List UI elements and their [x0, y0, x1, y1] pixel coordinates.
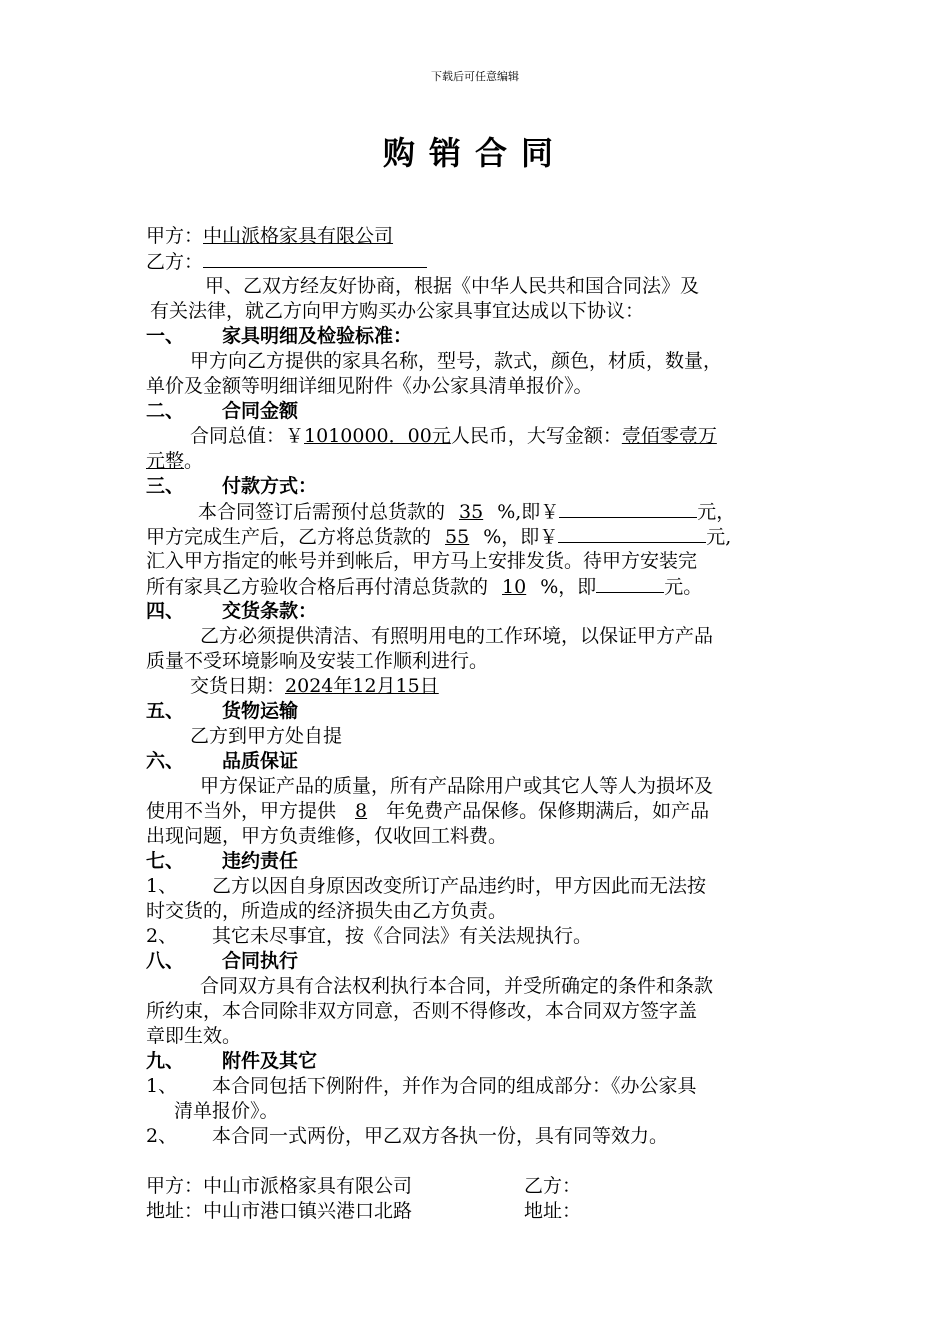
contract-total-line: [190, 424, 717, 448]
second-payment-amount-blank: [558, 524, 706, 543]
second-payment-percent: 55: [445, 526, 470, 548]
section-7-title: 违约责任: [222, 850, 299, 872]
second-payment-label: 甲方完成生产后，乙方将总货款的: [146, 526, 432, 548]
final-payment-separator: %，即: [540, 576, 597, 598]
section-4-para-2: 质量不受环境影响及安装工作顺利进行。: [146, 650, 489, 672]
section-5-number: 五、: [146, 700, 185, 722]
delivery-date-label: 交货日期：: [190, 675, 286, 697]
amount-words-period: 。: [184, 450, 204, 472]
section-8-para-1: 合同双方具有合法权利执行本合同，并受所确定的条件和条款: [200, 975, 714, 997]
section-7-item-1-continued: 时交货的，所造成的经济损失由乙方负责。: [146, 900, 508, 922]
party-b-blank: [203, 249, 427, 268]
section-6-para-3: 出现问题，甲方负责维修，仅收回工料费。: [146, 825, 508, 847]
final-payment-line: [146, 574, 702, 599]
prepayment-unit: 元，: [697, 501, 736, 523]
final-payment-amount-blank: [596, 574, 664, 593]
amount-words-value: 壹佰零壹万: [621, 425, 717, 447]
section-8-number: 八、: [146, 950, 185, 972]
party-b-label: 乙方：: [146, 251, 204, 273]
section-7-item-2-number: 2、: [146, 925, 178, 947]
section-8-para-2: 所约束，本合同除非双方同意，否则不得修改，本合同双方签字盖: [146, 1000, 698, 1022]
section-3-title: 付款方式：: [222, 475, 318, 497]
section-8-title: 合同执行: [222, 950, 299, 972]
section-9-item-2-number: 2、: [146, 1125, 178, 1147]
footer-address-a: 地址：中山市港口镇兴港口北路: [146, 1200, 413, 1222]
section-7-number: 七、: [146, 850, 185, 872]
section-1-para-1: 甲方向乙方提供的家具名称，型号，款式，颜色，材质，数量，: [190, 350, 723, 372]
section-6-title: 品质保证: [222, 750, 299, 772]
intro-line-2: 有关法律，就乙方向甲方购买办公家具事宜达成以下协议：: [150, 300, 645, 322]
section-7-item-2-text: 其它未尽事宜，按《合同法》有关法规执行。: [212, 925, 593, 947]
section-2-number: 二、: [146, 400, 185, 422]
section-7-item-1-number: 1、: [146, 875, 178, 897]
section-9-number: 九、: [146, 1050, 185, 1072]
second-payment-currency: %，即￥: [483, 526, 559, 548]
header-note: 下载后可任意编辑: [431, 70, 519, 83]
section-1-title: 家具明细及检验标准：: [222, 325, 413, 347]
party-a-name: 中山派格家具有限公司: [203, 225, 394, 247]
section-7-item-1-text: 乙方以因自身原因改变所订产品违约时，甲方因此而无法按: [212, 875, 707, 897]
amount-words-end: 元整: [146, 450, 185, 472]
prepayment-line: [198, 499, 735, 524]
party-a-label: 甲方：: [146, 225, 204, 247]
final-payment-unit: 元。: [664, 576, 703, 598]
prepayment-percent: 35: [459, 501, 484, 523]
party-b-line: [146, 249, 427, 274]
section-2-title: 合同金额: [222, 400, 299, 422]
section-9-item-1-number: 1、: [146, 1075, 178, 1097]
contract-total-amount: 1010000．00元: [304, 425, 451, 447]
section-1-number: 一、: [146, 325, 185, 347]
section-6-number: 六、: [146, 750, 185, 772]
section-4-number: 四、: [146, 600, 185, 622]
delivery-date-line: [190, 674, 439, 698]
final-payment-percent: 10: [502, 576, 527, 598]
footer-party-b: 乙方：: [524, 1175, 582, 1197]
section-3-number: 三、: [146, 475, 185, 497]
section-4-para-1: 乙方必须提供清洁、有照明用电的工作环境，以保证甲方产品: [200, 625, 714, 647]
prepayment-label: 本合同签订后需预付总货款的: [198, 501, 446, 523]
intro-line-1: 甲、乙双方经友好协商，根据《中华人民共和国合同法》及: [205, 275, 700, 297]
section-9-item-1-text: 本合同包括下例附件，并作为合同的组成部分：《办公家具: [212, 1075, 697, 1097]
delivery-date-value: 2024年12月15日: [285, 675, 439, 697]
footer-party-a: 甲方：中山市派格家具有限公司: [146, 1175, 413, 1197]
warranty-text: 年免费产品保修。保修期满后，如产品: [386, 800, 710, 822]
second-payment-unit: 元,: [706, 526, 732, 548]
final-payment-label: 所有家具乙方验收合格后再付清总货款的: [146, 576, 489, 598]
section-4-title: 交货条款：: [222, 600, 318, 622]
section-6-para-1: 甲方保证产品的质量，所有产品除用户或其它人等人为损坏及: [200, 775, 714, 797]
section-1-para-2: 单价及金额等明细详细见附件《办公家具清单报价》。: [146, 375, 593, 397]
contract-total-label: 合同总值：￥: [190, 425, 305, 447]
section-3-para-3: 汇入甲方指定的帐号并到帐后，甲方马上安排发货。待甲方安装完: [146, 550, 698, 572]
document-title: 购销合同: [382, 134, 567, 172]
section-5-para-1: 乙方到甲方处自提: [190, 725, 343, 747]
prepayment-amount-blank: [559, 499, 697, 518]
warranty-label: 使用不当外，甲方提供: [146, 800, 337, 822]
section-9-item-1-continued: 清单报价》。: [174, 1100, 279, 1122]
section-5-title: 货物运输: [222, 700, 299, 722]
prepayment-currency: %,即￥: [497, 501, 560, 523]
party-a-line: [146, 224, 393, 248]
section-9-item-2-text: 本合同一式两份，甲乙双方各执一份，具有同等效力。: [212, 1125, 669, 1147]
amount-words-continued: [146, 449, 203, 473]
second-payment-line: [146, 524, 731, 549]
section-8-para-3: 章即生效。: [146, 1025, 242, 1047]
footer-address-b: 地址：: [524, 1200, 582, 1222]
warranty-line: [146, 799, 709, 823]
amount-words-label: 人民币，大写金额：: [450, 425, 622, 447]
warranty-years: 8: [355, 800, 368, 822]
section-9-title: 附件及其它: [222, 1050, 318, 1072]
